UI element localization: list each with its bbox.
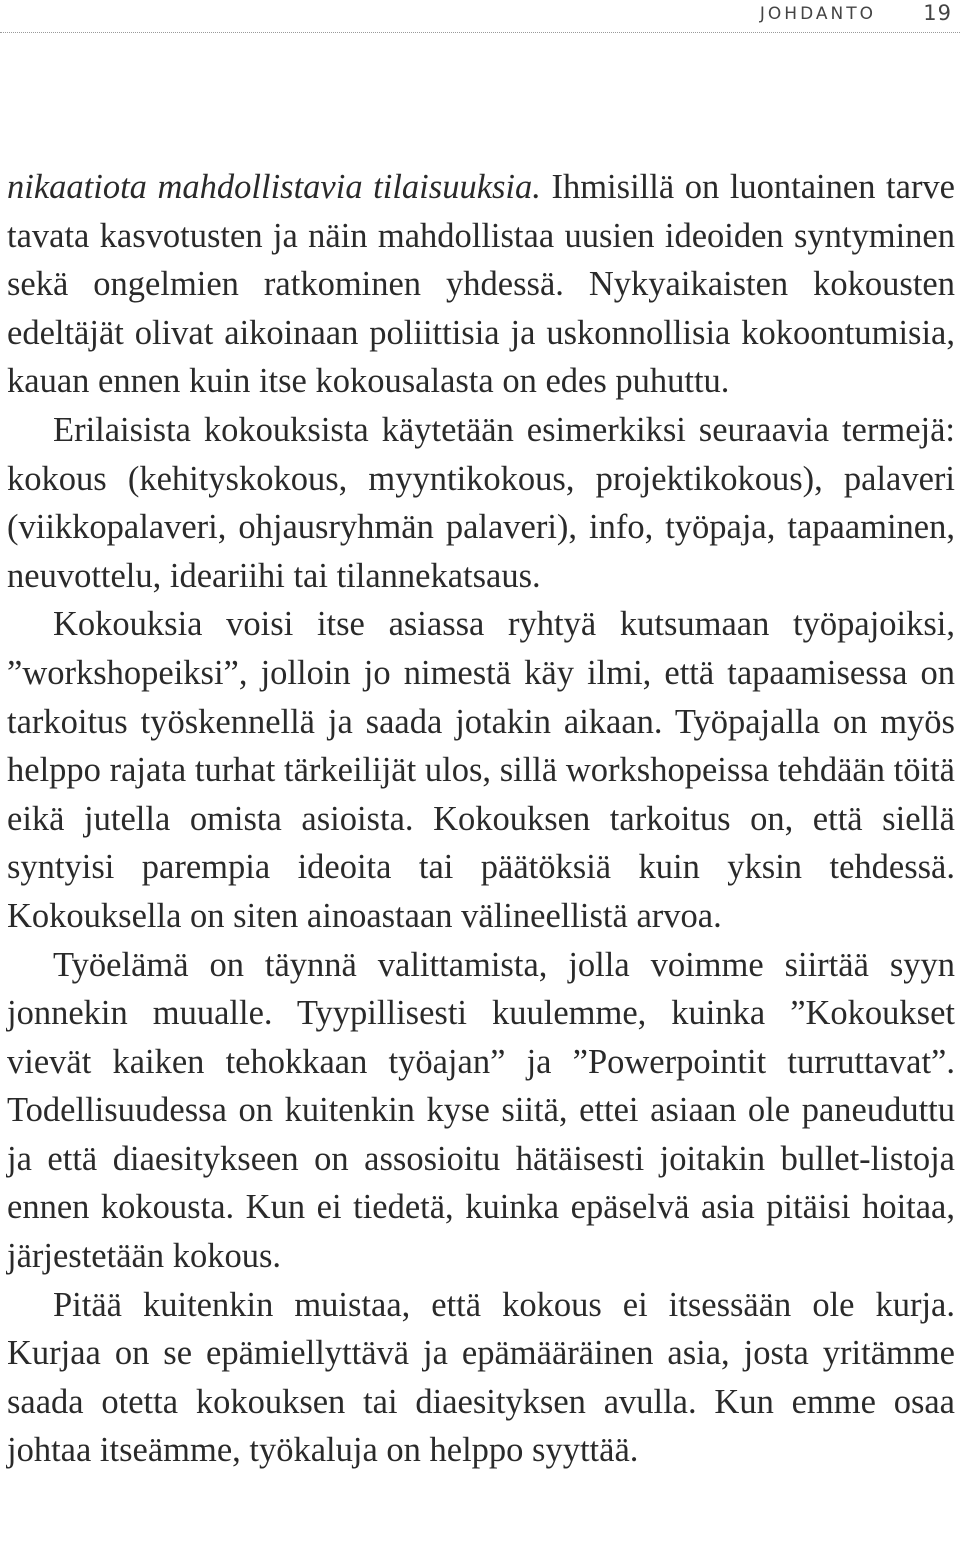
running-header-section-title: JOHDANTO [759, 4, 876, 24]
paragraph-2: Erilaisista kokouksista käytetään esimerkiksi seuraavia termejä: kokous (kehityskokous, myyntikokous, projektikokous), palaveri (viikkopalaveri, ohjausryhmän palaveri), info, työpaja, tapaaminen, neuvottelu, ideariihi tai tilannekatsaus. [7, 410, 955, 595]
body-text [7, 163, 955, 1475]
paragraph-1-italic-lead: nikaatiota mahdollistavia tilaisuuksia. [7, 168, 541, 206]
running-header [0, 0, 960, 34]
page-number: 19 [923, 1, 952, 25]
paragraph-1-text: Ihmisillä on luontainen tarve tavata kasvotusten ja näin mahdollistaa uusien ideoiden syntyminen sekä ongelmien ratkominen yhdessä. Nykyaikaisten kokousten edeltäjät olivat aikoinaan poliittisia ja uskonnollisia kokoontumisia, kauan ennen kuin itse kokousalasta on edes puhuttu. [7, 168, 955, 401]
header-divider [0, 32, 960, 33]
paragraph-4: Työelämä on täynnä valittamista, jolla voimme siirtää syyn jonnekin muualle. Tyypillisesti kuulemme, kuinka ”Kokoukset vievät kaiken tehokkaan työajan” ja ”Powerpointit turruttavat”. Todellisuudessa on kuitenkin kyse siitä, ettei asiaan ole paneuduttu ja että diaesitykseen on assosioitu hätäisesti joitakin bullet-listoja ennen kokousta. Kun ei tiedetä, kuinka epäselvä asia pitäisi hoitaa, järjestetään kokous. [7, 945, 955, 1276]
paragraph-1 [7, 163, 955, 406]
paragraph-5: Pitää kuitenkin muistaa, että kokous ei itsessään ole kurja. Kurjaa on se epämiellyttävä ja epämääräinen asia, josta yritämme saada otetta kokouksen tai diaesityksen avulla. Kun emme osaa johtaa itseämme, työkaluja on helppo syyttää. [7, 1285, 955, 1470]
paragraph-3: Kokouksia voisi itse asiassa ryhtyä kutsumaan työpajoiksi, ”workshopeiksi”, jolloin jo nimestä käy ilmi, että tapaamisessa on tarkoitus työskennellä ja saada jotakin aikaan. Työpajalla on myös helppo rajata turhat tärkeilijät ulos, sillä workshopeissa tehdään töitä eikä jutella omista asioista. Kokouksen tarkoitus on, että siellä syntyisi parempia ideoita tai päätöksiä kuin yksin tehdessä. Kokouksella on siten ainoastaan välineellistä arvoa. [7, 605, 955, 935]
